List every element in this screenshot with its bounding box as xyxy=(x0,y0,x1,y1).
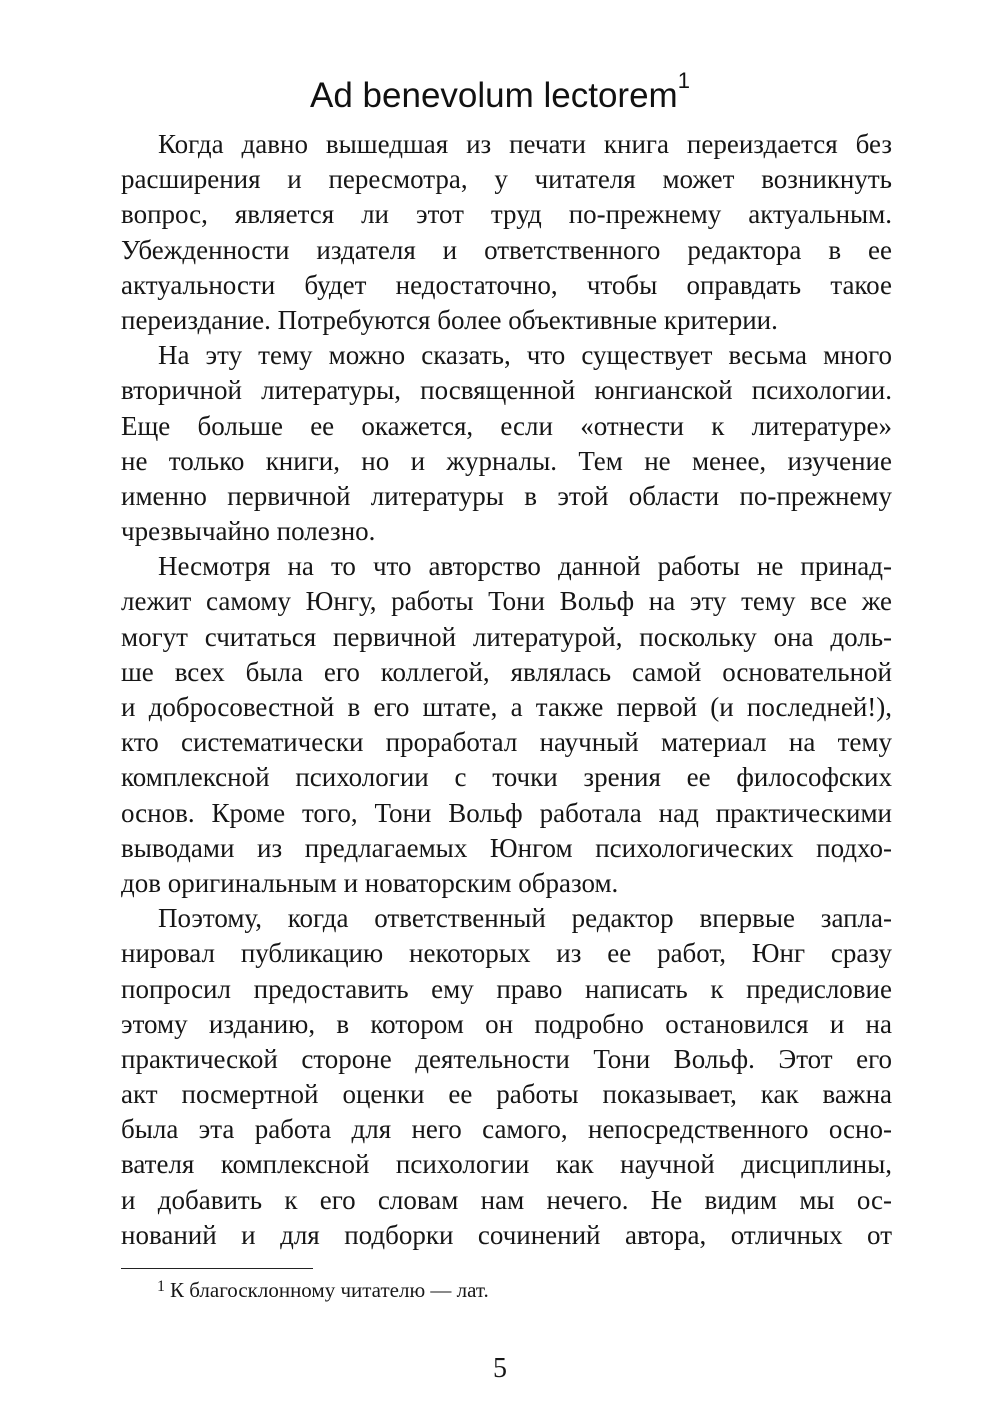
text-line: Когда давно вышедшая из печати книга переиздается без xyxy=(158,129,892,159)
text-line: чрезвычайно полезно. xyxy=(121,516,376,547)
footnote xyxy=(157,1276,489,1307)
text-line: Еще больше ее окажется, если «отнести к литературе» xyxy=(121,410,892,441)
text-line: комплексной психологии с точки зрения ее философских xyxy=(121,762,892,793)
text-line: попросил предоставить ему право написать к предисловие xyxy=(121,973,892,1004)
text-line: нований и для подборки сочинений автора, отличных от xyxy=(121,1219,892,1250)
text-line: кто систематически проработал научный материал на тему xyxy=(121,727,892,758)
text-line: актуальности будет недостаточно, чтобы оправдать такое xyxy=(121,269,892,300)
text-line: этому изданию, в котором он подробно остановился и на xyxy=(121,1008,892,1039)
text-line: На эту тему можно сказать, что существует весьма много xyxy=(158,340,892,371)
text-line: расширения и пересмотра, у читателя может возникнуть xyxy=(121,164,892,195)
text-line: вателя комплексной психологии как научной дисциплины, xyxy=(121,1149,892,1180)
text-line: переиздание. Потребуются более объективные критерии. xyxy=(121,304,778,335)
footnote-separator xyxy=(121,1268,313,1269)
text-line: основ. Кроме того, Тони Вольф работала над практическими xyxy=(121,797,892,828)
footnote-text: К благосклонному читателю — лат. xyxy=(170,1278,489,1302)
text-line: именно первичной литературы в этой области по-прежнему xyxy=(121,480,892,511)
title-text: Ad benevolum lectorem xyxy=(310,76,678,115)
text-line: могут считаться первичной литературой, поскольку она доль- xyxy=(121,621,892,652)
text-line: Поэтому, когда ответственный редактор впервые запла- xyxy=(158,903,892,934)
text-line: акт посмертной оценки ее работы показывает, как важна xyxy=(121,1079,892,1110)
text-line: Несмотря на то что авторство данной работы не принад- xyxy=(158,551,892,582)
text-line: ше всех была его коллегой, являлась самой основательной xyxy=(121,656,892,687)
paragraph xyxy=(121,549,892,901)
page-title xyxy=(0,68,1000,118)
text-line: нировал публикацию некоторых из ее работ, Юнг сразу xyxy=(121,938,892,969)
text-line: и добросовестной в его штате, а также первой (и последней!), xyxy=(121,692,892,722)
paragraph xyxy=(121,901,892,1253)
text-line: и добавить к его словам нам нечего. Не видим мы ос- xyxy=(121,1184,892,1215)
text-line: вторичной литературы, посвященной юнгианской психологии. xyxy=(121,375,892,406)
paragraph xyxy=(121,127,892,338)
text-line: лежит самому Юнгу, работы Тони Вольф на эту тему все же xyxy=(121,586,892,617)
footnote-mark: 1 xyxy=(157,1278,165,1295)
text-line: Убежденности издателя и ответственного редактора в ее xyxy=(121,234,892,265)
text-line: выводами из предлагаемых Юнгом психологических подхо- xyxy=(121,832,892,863)
page-number: 5 xyxy=(493,1353,507,1384)
text-line: практической стороне деятельности Тони Вольф. Этот его xyxy=(121,1043,892,1074)
text-line: вопрос, является ли этот труд по-прежнему актуальным. xyxy=(121,199,892,230)
body-text xyxy=(121,127,892,1253)
text-line: была эта работа для него самого, непосредственного осно- xyxy=(121,1114,892,1145)
paragraph xyxy=(121,338,892,549)
text-line: не только книги, но и журналы. Тем не менее, изучение xyxy=(121,445,892,476)
text-line: дов оригинальным и новаторским образом. xyxy=(121,867,619,898)
title-footnote-mark: 1 xyxy=(677,68,690,93)
